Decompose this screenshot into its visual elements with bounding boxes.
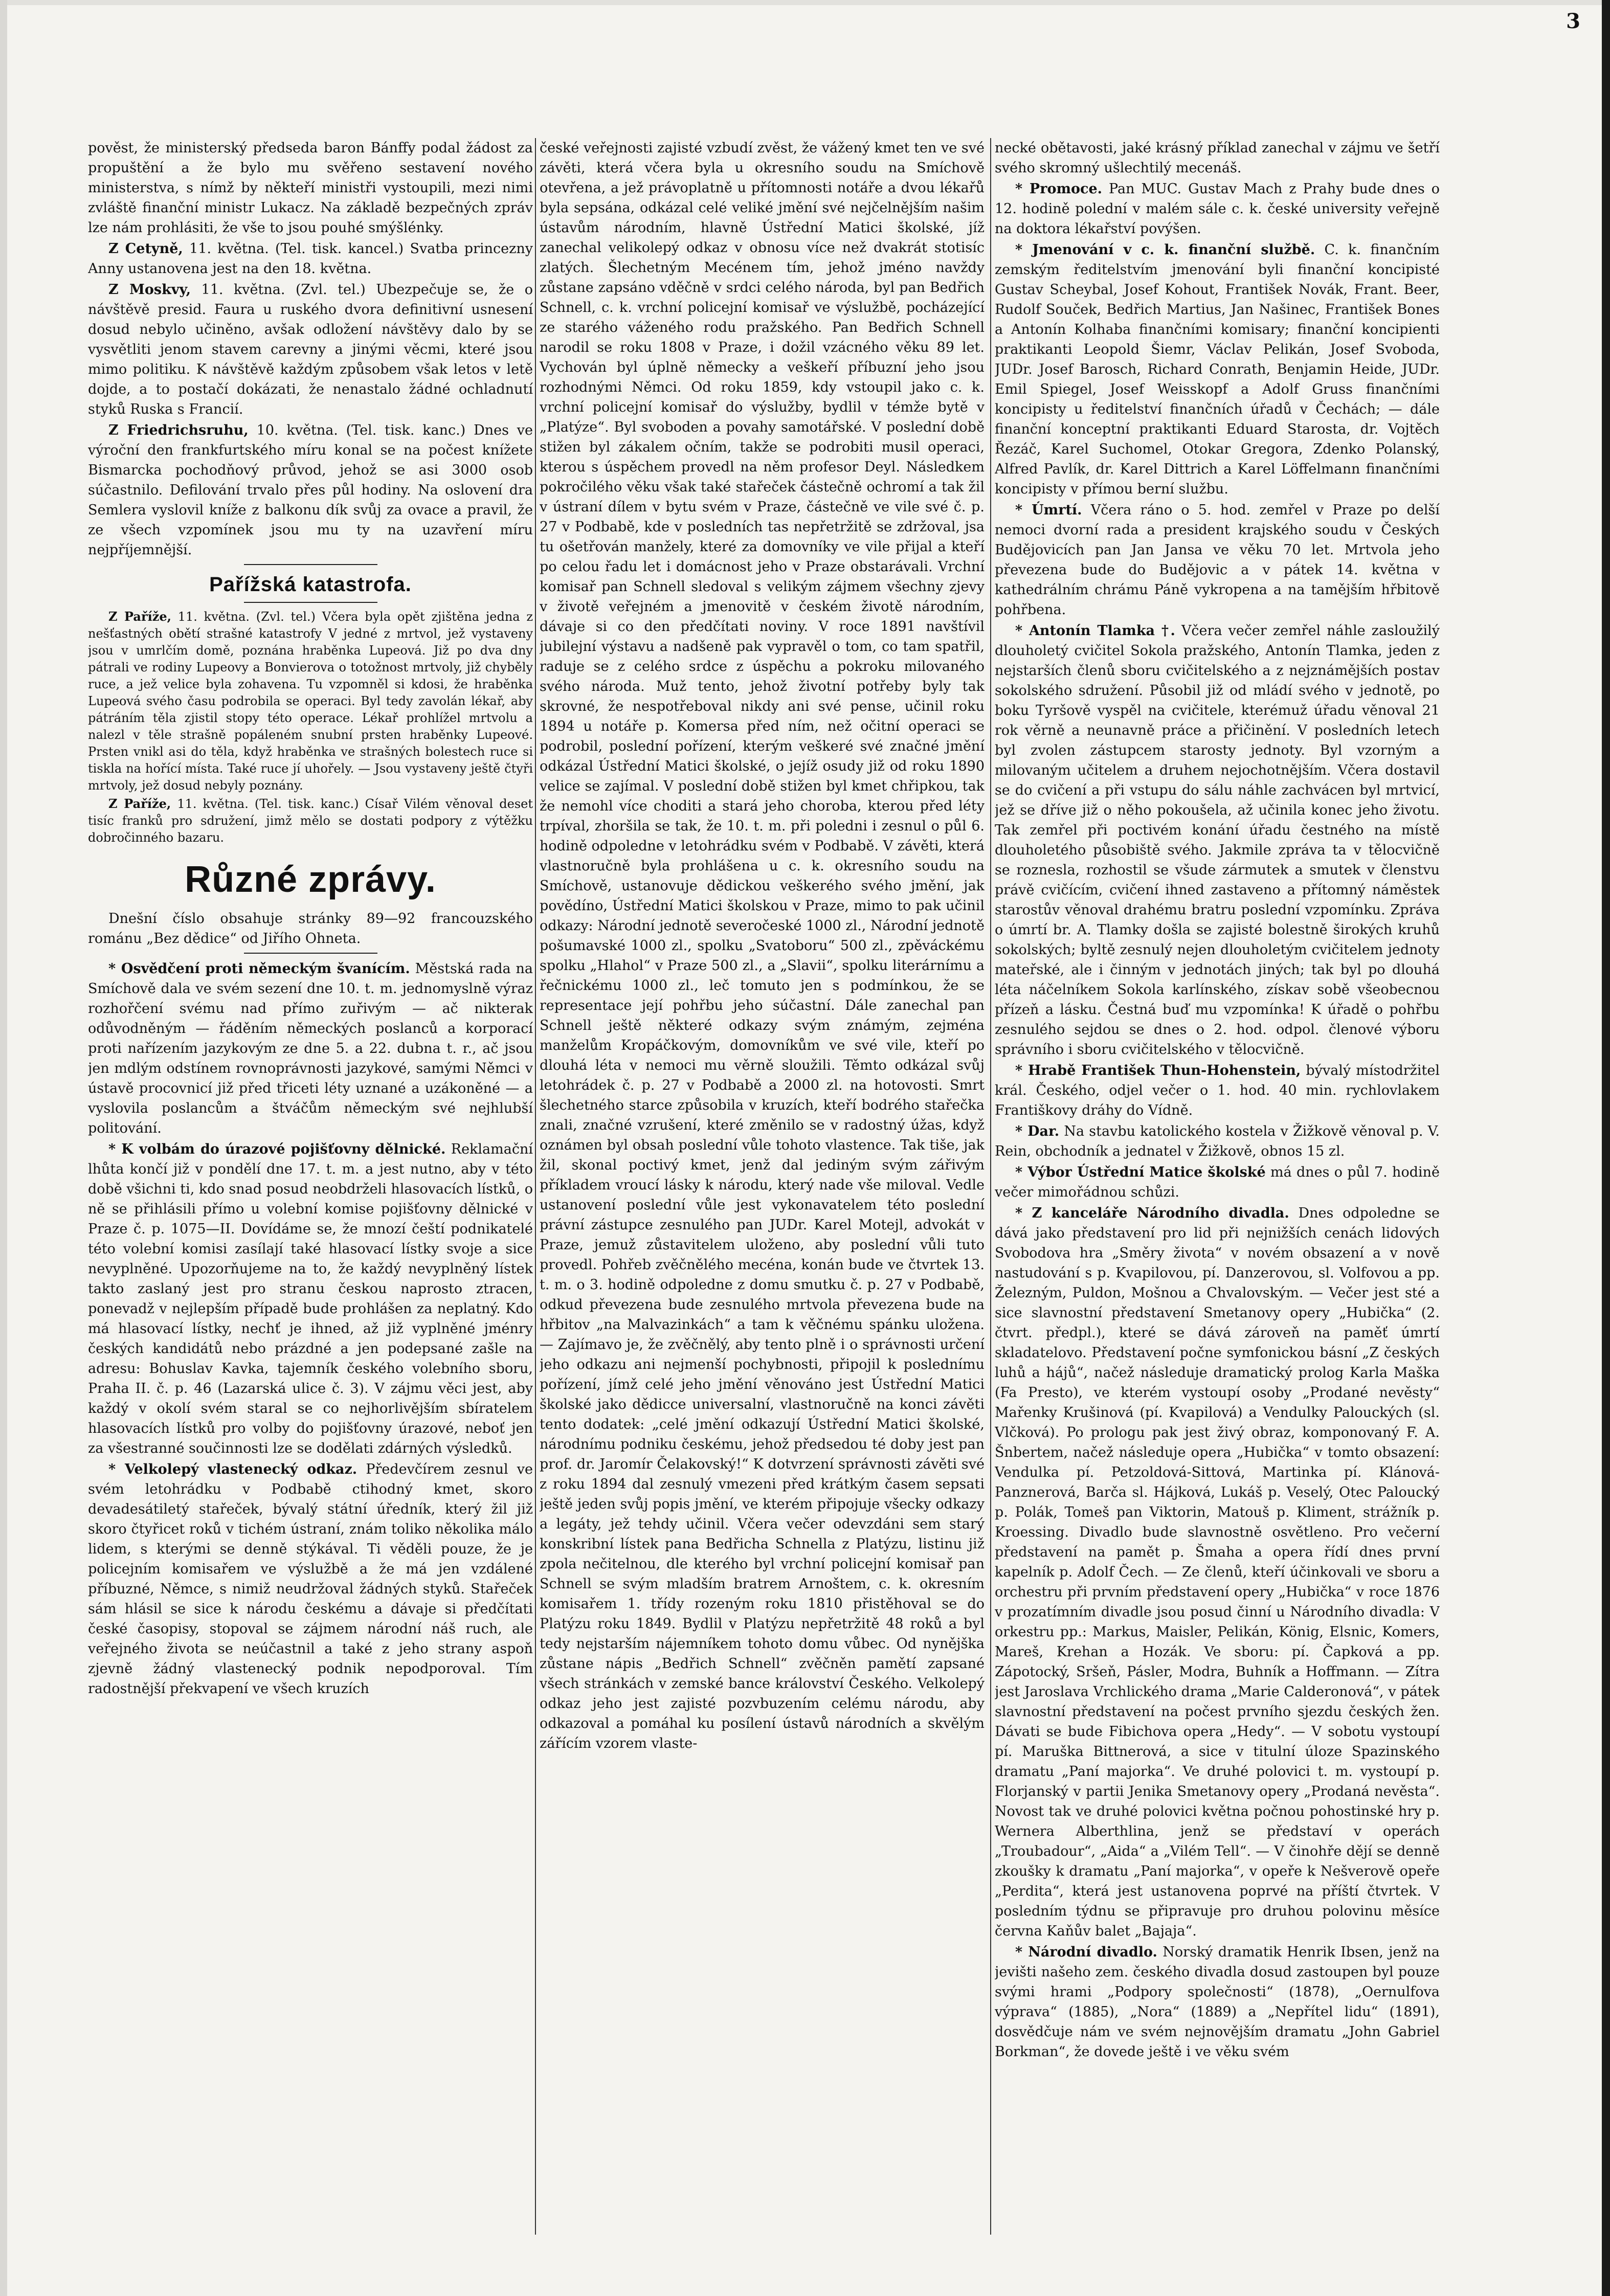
dateline: Z Cetyně,	[108, 241, 183, 257]
page-number: 3	[1566, 9, 1580, 33]
item-heading: * Osvědčení proti německým švanícím.	[108, 961, 410, 977]
column-rule-2	[990, 138, 991, 2235]
item-heading: * Výbor Ústřední Matice školské	[1015, 1164, 1266, 1180]
news-item	[995, 1162, 1440, 1202]
column-3	[995, 138, 1440, 2245]
column-1	[88, 138, 533, 2245]
news-text: bývalý místodržitel král. Českého, odjel večer o 1. hod. 40 min. rychlovlakem Františkovy dráhy do Vídně.	[995, 1063, 1440, 1118]
dateline: Z Paříže,	[108, 796, 171, 811]
page-left-edge	[0, 0, 7, 2296]
news-text: 11. května. (Tel. tisk. kancel.) Svatba princezny Anny ustanovena jest na den 18. května.	[88, 241, 533, 277]
news-item	[88, 420, 533, 560]
news-item	[995, 1121, 1440, 1161]
news-item	[995, 1942, 1440, 2062]
news-text: Norský dramatik Henrik Ibsen, jenž na jevišti našeho zem. českého divadla dosud zastoupen byl pouze svými hrami „Podpory společnosti“ (1878), „Oernulfova výprava“ (1885), „Nora“ (1889) a „Nepřítel lidu“ (1891), dosvědčuje nám ve svém nejnovějším dramatu „John Gabriel Borkman“, že dovede ještě i ve věku svém	[995, 1944, 1440, 2060]
news-text: má dnes o půl 7. hodině večer mimořádnou schůzi.	[995, 1164, 1440, 1200]
news-item	[88, 1459, 533, 1699]
news-text: Včera ráno o 5. hod. zemřel v Praze po delší nemoci dvorní rada a president krajského soudu v Českých Budějovicích pan Jan Jansa ve věku 70 let. Mrtvola jeho převezena bude do Budějovic a v pátek 14. května v kathedrálním chrámu Páně vykropena a na tamějším hřbitově pohřbena.	[995, 502, 1440, 618]
item-heading: * Hrabě František Thun-Hohenstein,	[1015, 1063, 1301, 1078]
news-item	[995, 179, 1440, 239]
news-item	[88, 1139, 533, 1458]
news-text: 10. května. (Tel. tisk. kanc.) Dnes ve výroční den frankfurtského míru konal se na počest knížete Bismarcka pochodňový průvod, jehož se asi 3000 osob súčastnilo. Defilování trvalo přes půl hodiny. Na oslovení dra Semlera vyslovil kníže z balkonu dík svůj za ovace a pravil, že ze všech vzpomínek jsou mu ty na uzavření míru nejpříjemnější.	[88, 422, 533, 558]
item-heading: * Antonín Tlamka †.	[1015, 623, 1175, 639]
dateline: Z Moskvy,	[108, 282, 191, 298]
section-divider	[244, 602, 377, 603]
article-paragraph: české veřejnosti zajisté vzbudí zvěst, že vážený kmet ten ve své závěti, která včera byla u okresního soudu na Smíchově otevřena, a jež právoplatně u přítomnosti notáře a dvou lékařů byla sepsána, odkázal celé veliké jmění své nejčelnějším našim ústavům národním, hlavně Ústřední Matici školské, jíž zanechal velikolepý odkaz v obnosu více než dvakrát stotisíc zlatých. Šlechetným Mecénem tím, jehož jméno navždy zůstane zapsáno vděčně v srdci celého národa, byl pan Bedřich Schnell, c. k. vrchní policejní komisař ve výslužbě, pocházející ze starého váženého rodu pražského. Pan Bedřich Schnell narodil se roku 1808 v Praze, i dožil vzácného věku 89 let. Vychován byl úplně německy a veškeří příbuzní jeho jsou rozhodnými Němci. Od roku 1859, kdy vstoupil jako c. k. vrchní policejní komisař do výslužby, bydlil v témže bytě v „Platýze“. Byl svoboden a povahy samotářské. V poslední době stižen byl zákalem očním, takže se podrobiti musil operaci, kterou s úspěchem provedl na něm profesor Deyl. Následkem pokročilého věku však také stařeček částečně ochromí a tak žil v ústraní dílem v bytu svém v Praze, částečně ve vile své č. p. 27 v Podbabě, kde v posledních tas nepřetržitě se zdržoval, jsa tu ošetřován manžely, které za domovníky ve vile přijal a kteří po celou řadu let i domácnost jeho v Praze obstarávali. Vrchní komisař pan Schnell sledoval s velikým zájmem všechny zjevy v životě veřejném a jmenovitě v českém životě národním, dávaje si co den předčítati noviny. V roce 1891 navštívil jubilejní výstavu a nadšeně pak vypravěl o tom, co tam spatřil, raduje se z celého srdce z úspěchu a pokroku milovaného svého národa. Muž tento, jehož životní potřeby byly tak skrovné, že nespotřeboval nikdy ani své pense, učinil roku 1894 u notáře p. Komersa před ním, než očitní operaci se podrobil, poslední pořízení, kterým veškeré své značné jmění odkázal Ústřední Matici školské, o jejíž osudy již od roku 1890 velice se zajímal. V poslední době stižen byl kmet chřipkou, tak že nemohl více choditi a stará jeho choroba, kterou před léty trpíval, zhoršila se tak, že 10. t. m. při poledni i zesnul o půl 6. hodině odpoledne v letohrádku svém v Podbabě. V závěti, která vlastnoručně byla prohlášena u c. k. okresního soudu na Smíchově, ustanovuje dědickou veškerého svého jmění, jak povědíno, Ústřední Matici školskou v Praze, mimo to pak učinil odkazy: Národní jednotě severočeské 1000 zl., Národní jednotě pošumavské 1000 zl., spolku „Svatoboru“ 500 zl., zpěváckému spolku „Hlahol“ v Praze 500 zl., a „Slavii“, spolku literárnímu a řečnickému 1000 zl., leč tomuto jen s podmínkou, že se representace její pohřbu jeho súčastní. Dále zanechal pan Schnell ještě některé odkazy svým známým, zejména manželům Kropáčkovým, domovníkům ve své vile, kteří po dlouhá léta v nemoci mu věrně sloužili. Těmto odkázal svůj letohrádek č. p. 27 v Podbabě a 2000 zl. na hotovosti. Smrt šlechetného starce způsobila v kruzích, kteří bodrého stařečka znali, značné vzrušení, které změnilo se v radostný úžas, když oznámen byl obsah poslední vůle tohoto vlastence. Tak tiše, jak žil, skonal poctivý kmet, jenž dal jediným svým zářivým příkladem vroucí lásky k národu, který nade vše miloval. Vedle ustanovení poslední vůle jest vykonavatelem této poslední právní zástupce zesnulého pan JUDr. Karel Motejl, advokát v Praze, jemuž zůstavitelem uloženo, aby poslední vůli tuto provedl. Pohřeb zvěčnělého mecéna, konán bude ve čtvrtek 13. t. m. o 3. hodině odpoledne z domu smutku č. p. 27 v Podbabě, odkud převezena bude zesnulého mrtvola převezena bude na hřbitov „na Malvazinkách“ a tam k věčnému spánku uložena. — Zajímavo je, že zvěčnělý, aby tento plně i o správnosti určení jeho odkazu ani nejmenší pochybnosti, připojil k poslednímu pořízení, jímž celé jeho jmění věnováno jest Ústřední Matici školské jako dědicce universalní, vlastnoručně na konci závěti tento dodatek: „celé jmění odkazují Ústřední Matici školské, národnímu podniku českému, jehož předsedou té doby jest pan prof. dr. Jaromír Čelakovský!“ K dotvrzení správnosti závěti své z roku 1894 dal zesnulý vmezeni před krátkým časem sepsati ještě jeden svůj popis jmění, ve kterém připojuje všecky odkazy a legáty, jež tehdy učinil. Včera večer odevzdáni sem starý konskribní lístek pana Bedřicha Schnella z Platýzu, listinu již zpola nečitelnou, dle kterého byl vrchní policejní komisař pan Schnell se svým mladším bratrem Arnoštem, c. k. okresním komisařem 1. třídy rozeným roku 1810 přistěhoval se do Platýzu roku 1849. Bydlil v Platýzu nepřetržitě 48 roků a byl tedy nejstarším nájemníkem tohoto domu vůbec. Od nynějška zůstane nápis „Bedřich Schnell“ zvěčněn pamětí zapsané všech stránkách v zemské bance království Českého. Velkolepý odkaz jeho jest zajisté pozvbuzením celému národu, aby odkazoval a pomáhal ku posílení ústavů národních a skvělým zářícím vzorem vlaste-	[540, 140, 985, 1751]
news-item	[88, 608, 533, 794]
section-divider	[244, 953, 377, 954]
news-text: C. k. finančním zemským ředitelstvím jmenování byli finanční koncipisté Gustav Scheybal, Josef Kohout, František Novák, Frant. Beer, Rudolf Souček, Bedřich Martius, Jan Našinec, František Bones a Antonín Kolhaba finančními komisary; finanční koncipienti praktikanti Leopold Šiemr, Václav Pelikán, Josef Svoboda, JUDr. Josef Barosch, Richard Conrath, Benjamin Heide, JUDr. Emil Spiegel, Josef Weisskopf a Adolf Gruss finančními koncipisty u ředitelství finančních úřadů v Čechách; — dále finanční konceptní praktikanti Eduard Starosta, dr. Vojtěch Řezáč, Karel Suchomel, Otokar Gregora, Zdenko Polanský, Alfred Pavlík, dr. Karel Dittrich a Karel Löffelmann finančními koncipisty v přímou berní službu.	[995, 242, 1440, 497]
news-text: Na stavbu katolického kostela v Žižkově věnoval p. V. Rein, obchodník a jednatel v Žižkově, obnos 15 zl.	[995, 1123, 1440, 1159]
news-text: 11. května. (Tel. tisk. kanc.) Císař Vilém věnoval deset tisíc franků pro sdružení, jimž mělo se dostati podpory z výtěžku dobročinného bazaru.	[88, 797, 533, 845]
news-item	[995, 621, 1440, 1060]
column-2	[540, 138, 985, 2245]
news-item	[995, 240, 1440, 499]
news-text: Předevčírem zesnul ve svém letohrádku v Podbabě ctihodný kmet, skoro devadesátiletý stařeček, bývalý státní úředník, který žil již skoro čtyřicet roků v tichém ústraní, znám toliko několika málo lidem, s kterými se denně stýkával. Ti věděli pouze, že je policejním komisařem ve výslužbě a že má jen vzdálené příbuzné, Němce, s nimiž neudržoval žádných styků. Stařeček sám hlásil se sice k národu českému a dávaje si předčítati české časopisy, stopoval se zájmem národní náš ruch, ale veřejného života se neúčastnil a také z jeho strany aspoň zjevně žádný vlastenecký podnik nepodporoval. Tím radostnější překvapení ve všech kruzích	[88, 1461, 533, 1697]
news-text: Reklamační lhůta končí již v pondělí dne 17. t. m. a jest nutno, aby v této době všichni ti, kdo snad posud neobdrželi hlasovacích lístků, o ně se přihlásili přímo u volební komise pojišťovny dělnické v Praze č. p. 1075—II. Dovídáme se, že mnozí čeští podnikatelé této volební komisi zasílají také hlasovací lístky svoje a sice nevyplněné. Upozorňujeme na to, že každý nevyplněný lístek takto zaslaný jest pro stranu českou naprosto ztracen, ponevadž v nejlepším případě bude prohlášen za neplatný. Kdo má hlasovací lístky, nechť je ihned, až již vyplněné jménry českých kandidátů nebo prázdné a jen podepsané zašle na adresu: Bohuslav Kavka, tajemník českého volebního sboru, Praha II. č. p. 46 (Lazarská ulice č. 3). V zájmu věci jest, aby každý v okolí svém staral se co nejhorlivějším sbíratelem hlasovacích lístků pro volby do pojišťovny úrazové, neboť jen za všestranné součinnosti lze se dodělati zdárných výsledků.	[88, 1141, 533, 1456]
news-item	[88, 280, 533, 419]
news-text: Dnes odpoledne se dává jako představení pro lid při nejnižších cenách lidových Svobodova hra „Směry života“ v novém obsazení a v nově nastudování s p. Kvapilovou, pí. Danzerovou, sl. Volfovou a pp. Železným, Puldon, Mošnou a Chvalovským. — Večer jest sté a sice slavnostní představení Smetanovy opery „Hubička“ (2. čtvrt. předpl.), které se dává zároveň na paměť úmrtí skladatelovo. Představení počne symfonickou básní „Z českých luhů a hájů“, načež následuje dramatický prolog Karla Maška (Fa Presto), ve kterém vystoupí osoby „Prodané nevěsty“ Mařenky Krušinová (pí. Kvapilová) a Vendulky Palouckých (sl. Vlčková). Po prologu pak jest živý obraz, komponovaný F. A. Šnbertem, načež následuje opera „Hubička“ v tomto obsazení: Vendulka pí. Petzoldová-Sittová, Martinka pí. Klánová-Panznerová, Barča sl. Hájková, Lukáš p. Veselý, Otec Paloucký p. Polák, Tomeš pan Viktorin, Matouš p. Kliment, strážník p. Kroessing. Divadlo bude slavnostně osvětleno. Pro večerní představení na pamět p. Šmaha a opera řídí dnes první kapelník p. Adolf Čech. — Ze členů, kteří účinkovali ve sboru a orchestru při prvním představení opery „Hubička“ v roce 1876 v prozatímním divadle jsou posud činní u Národního divadla: V orkestru pp.: Markus, Maisler, Pelikán, König, Elsnic, Komers, Mareš, Krehan a Hozák. Ve sboru: pí. Čapková a pp. Zápotocký, Sršeň, Pásler, Modra, Buhník a Hoffmann. — Zítra jest Jaroslava Vrchlického drama „Marie Calderonová“, v pátek slavnostní představení na počest prvního sjezdu českých žen. Dávati se bude Fibichova opera „Hedy“. — V sobotu vystoupí pí. Maruška Bittnerová, a sice v titulní úloze Spazinského dramatu „Paní majorka“. Ve druhé polovici t. m. vystoupí p. Florjanský v partii Jenika Smetanovy opery „Prodaná nevěsta“. Novost tak ve druhé polovici května počnou pohostinské hry p. Wernera Alberthlina, jenž se představí v operách „Troubadour“, „Aida“ a „Vilém Tell“. — V činohře dějí se denně zkoušky k dramatu „Paní majorka“, v opeře k Nešverově opeře „Perdita“, která jest ustanovena poprvé na příští čtvrtek. V posledním týdnu se připravuje pro druhou polovinu měsíce června Kaňův balet „Bajaja“.	[995, 1205, 1440, 1939]
section-divider	[244, 564, 377, 565]
news-text: Městská rada na Smíchově dala ve svém sezení dne 10. t. m. jednomyslně výraz rozhořčení svému nad přímo zuřivým — ač nikterak odůvodněným — řáděním německých poslanců a korporací proti nařízením jazykovým ze dne 5. a 22. dubna t. r., ač jsou jen mdlým odstínem rovnoprávnosti jazykové, samými Němci v ústavě procovnicí již před třiceti léty uznané a uzákoněné — a vyslovila poslancům a štváčům německým své nejhlubší politování.	[88, 961, 533, 1136]
dateline: Z Paříže,	[108, 609, 171, 624]
item-heading: * Jmenování v c. k. finanční službě.	[1015, 242, 1315, 258]
news-text: 11. května. (Zvl. tel.) Ubezpečuje se, že o návštěvě presid. Faura u ruského dvora definitivní usnesení dosud nebylo učiněno, avšak odložení návštěvy dalo by se vysvětliti jenom stavem carevny a jinými věcmi, které jsou mimo politiku. K návštěvě každým způsobem však letos v letě dojde, a to postačí dokázati, že nenastalo žádné ochladnutí styků Ruska s Francií.	[88, 282, 533, 417]
news-item	[995, 1203, 1440, 1941]
article-paragraph: necké obětavosti, jaké krásný příklad zanechal v zájmu ve šetří svého skromný ušlechtilý mecenáš.	[995, 140, 1440, 176]
item-heading: * Velkolepý vlastenecký odkaz.	[108, 1461, 357, 1477]
news-item	[88, 239, 533, 279]
section-heading: Pařížská katastrofa.	[209, 573, 412, 596]
column-rule-1	[535, 138, 536, 2235]
item-heading: * Úmrtí.	[1015, 502, 1082, 518]
notice-paragraph: Dnešní číslo obsahuje stránky 89—92 francouzského románu „Bez dědice“ od Jiřího Ohneta.	[88, 911, 533, 947]
news-text: Včera večer zemřel náhle zasloužilý dlouholetý cvičitel Sokola pražského, Antonín Tlamka, jeden z nejstarších členů sboru cvičitelského a z nejznámějších postav sokolského sdružení. Působil již od mládí svého v jednotě, po boku Tyršově vyspěl na cvičitele, kterémuž úřadu věnoval 21 rok věrně a neunavně práce a přičinění. V posledních letech byl zvolen zástupcem starosty jednoty. Byl vzorným a milovaným učitelem a druhem nejochotnějším. Včera dostavil se do cvičení a při vstupu do sálu náhle zachvácen byl mrtvicí, jež se dříve již o něho pokoušela, až učinila konec jeho životu. Tak zemřel při poctivém konání úřadu čestného na místě dlouholetého působiště svého. Jakmile zpráva ta v tělocvičně se roznesla, rozhostil se všude zármutek a smutek v členstvu právě cvičícím, cvičení ihned zastaveno a přítomný náměstek starostův věnoval drahému bratru poslední vzpomínku. Zpráva o úmrtí br. A. Tlamky došla se zajisté bolestně širokých kruhů sokolských; byltě zesnulý nejen dlouholetým cvičitelem jednoty mateřské, ale i činným v jednotách jiných; tak byl po dlouhá léta náčelníkem Sokola karlínského, získav sobě všeobecnou přízeň a lásku. Čestná buď mu vzpomínka! K úřadě o pohřbu zesnulého sejdou se dnes o 2. hod. odpol. členové výboru správního i sboru cvičitelského v tělocvičně.	[995, 623, 1440, 1057]
news-item	[88, 795, 533, 846]
item-heading: * Dar.	[1015, 1123, 1060, 1139]
item-heading: * Promoce.	[1015, 181, 1103, 197]
page-top-edge	[0, 0, 1610, 5]
scan-right-border	[1602, 0, 1610, 2296]
news-item	[995, 500, 1440, 620]
dateline: Z Friedrichsruhu,	[108, 422, 249, 438]
item-heading: * Národní divadlo.	[1015, 1944, 1157, 1960]
item-heading: * Z kanceláře Národního divadla.	[1015, 1205, 1289, 1221]
news-text: 11. května. (Zvl. tel.) Včera byla opět zjištěna jedna z nešťastných obětí strašné katastrofy V jedné z mrtvol, jež vystaveny jsou v umrlčím domě, poznána hraběnka Lupeová. Již po dva dny pátrali ve rodiny Lupeovy a Bonvierova o totožnost mrtvoly, již chyběly ruce, a jež velice byla zohavena. Tu vzpomněl si kdosi, že hraběnka Lupeová svého času podrobila se operaci. Byl tedy zavolán lékař, aby pátráním těla zjistil stopy této operace. Lékař prohlížel mrtvolu a nalezl v těle strašně popáleném snubní prsten hraběnky Lupeové. Prsten vnikl asi do těla, když hraběnka ve strašných bolestech ruce si tiskla na hořící místa. Také ruce jí uhořely. — Jsou vystaveny ještě čtyři mrtvoly, jež dosud nebyly poznány.	[88, 610, 533, 793]
item-heading: * K volbám do úrazové pojišťovny dělnické.	[108, 1141, 446, 1157]
section-heading-large: Různé zprávy.	[185, 859, 436, 900]
article-paragraph: pověst, že ministerský předseda baron Bánffy podal žádost za propuštění a že bylo mu svěřeno sestavení nového ministerstva, s nímž by někteří ministři vystoupili, mezi nimi zvláště finanční ministr Lukacz. Na základě bezpečných zpráv lze nám prohlásiti, že vše to jsou pouhé smýšlénky.	[88, 140, 533, 236]
news-text: Pan MUC. Gustav Mach z Prahy bude dnes o 12. hodině polední v malém sále c. k. české university veřejně na doktora lékařství povýšen.	[995, 181, 1440, 237]
news-item	[995, 1061, 1440, 1120]
news-item	[88, 959, 533, 1138]
